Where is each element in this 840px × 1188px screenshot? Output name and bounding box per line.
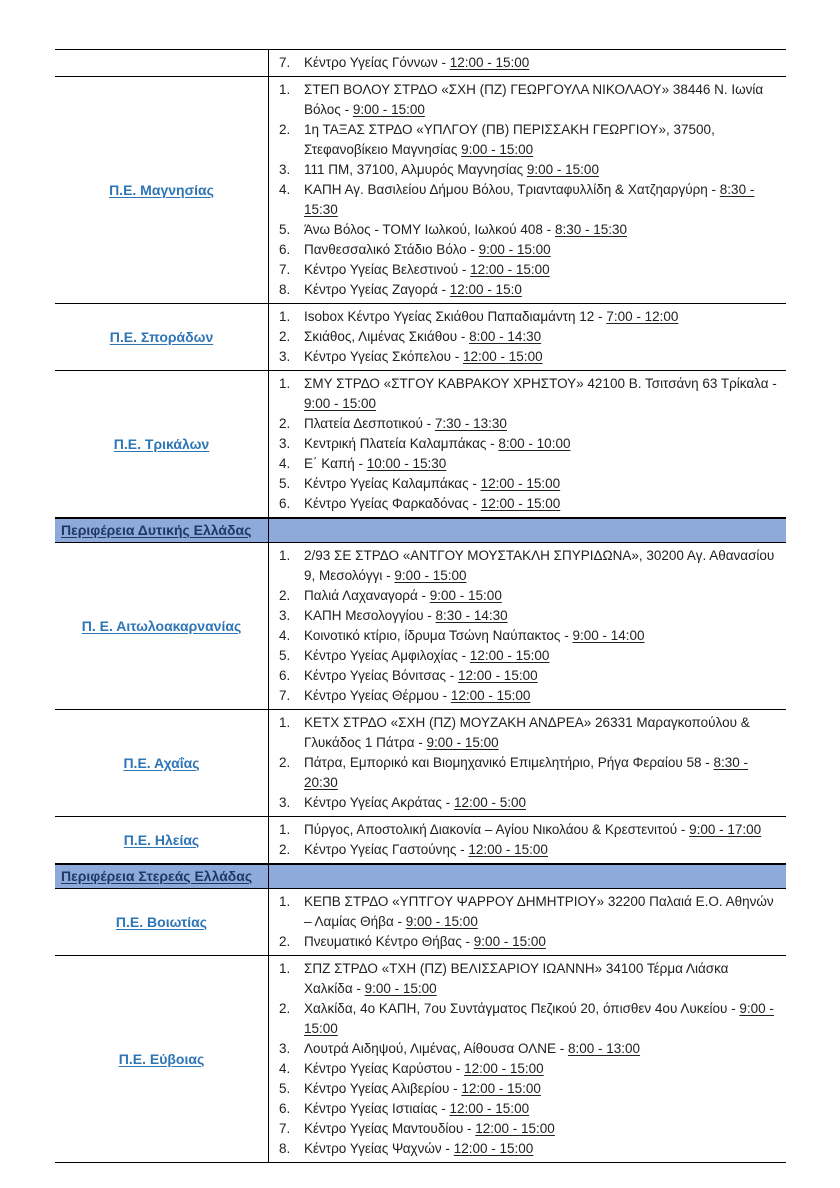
item-number: 1. bbox=[279, 309, 291, 324]
region-name-cell bbox=[55, 77, 269, 303]
item-number: 5. bbox=[279, 222, 291, 237]
region-row bbox=[55, 543, 786, 710]
region-link[interactable]: Π.Ε. Τρικάλων bbox=[113, 436, 210, 452]
location-item bbox=[279, 347, 778, 367]
item-number: 3. bbox=[279, 162, 291, 177]
location-item bbox=[279, 180, 778, 220]
item-number: 2. bbox=[279, 416, 291, 431]
item-number: 1. bbox=[279, 822, 291, 837]
item-number: 4. bbox=[279, 182, 291, 197]
item-number: 3. bbox=[279, 608, 291, 623]
opening-hours: 9:00 - 15:00 bbox=[478, 242, 551, 257]
location-text: Χαλκίδα, 4ο ΚΑΠΗ, 7ου Συντάγματος Πεζικού 20, όπισθεν 4ου Λυκείου - 9:00 - 15:00 bbox=[304, 1001, 774, 1036]
location-item bbox=[279, 307, 778, 327]
item-number: 4. bbox=[279, 1061, 291, 1076]
location-text: Κέντρο Υγείας Ψαχνών - 12:00 - 15:00 bbox=[304, 1141, 534, 1156]
location-item bbox=[279, 626, 778, 646]
location-item bbox=[279, 327, 778, 347]
item-number: 8. bbox=[279, 1141, 291, 1156]
location-text: ΚΕΠΒ ΣΤΡΔΟ «ΥΠΤΓΟΥ ΨΑΡΡΟΥ ΔΗΜΗΤΡΙΟΥ» 32200 Παλαιά Ε.Ο. Αθηνών – Λαμίας Θήβα - 9:00 - 15:00 bbox=[304, 894, 774, 929]
section-header-row bbox=[55, 518, 786, 543]
opening-hours: 9:00 - 15:00 bbox=[426, 735, 499, 750]
location-item bbox=[279, 494, 778, 514]
location-item bbox=[279, 1039, 778, 1059]
region-row bbox=[55, 304, 786, 371]
section-title-cell bbox=[55, 519, 269, 542]
item-number: 6. bbox=[279, 242, 291, 257]
item-number: 5. bbox=[279, 476, 291, 491]
location-item bbox=[279, 160, 778, 180]
region-name-cell bbox=[55, 956, 269, 1162]
opening-hours: 12:00 - 15:00 bbox=[468, 842, 548, 857]
region-name-cell bbox=[55, 889, 269, 955]
location-item bbox=[279, 999, 778, 1039]
section-fill-cell bbox=[269, 865, 786, 888]
region-row bbox=[55, 889, 786, 956]
location-text: Σκιάθος, Λιμένας Σκιάθου - 8:00 - 14:30 bbox=[304, 329, 542, 344]
location-item bbox=[279, 260, 778, 280]
location-text: Πύργος, Αποστολική Διακονία – Αγίου Νικολάου & Κρεστενιτού - 9:00 - 17:00 bbox=[304, 822, 762, 837]
location-text: Κέντρο Υγείας Καρύστου - 12:00 - 15:00 bbox=[304, 1061, 544, 1076]
item-number: 3. bbox=[279, 1041, 291, 1056]
locations-list-cell bbox=[269, 710, 786, 816]
opening-hours: 12:00 - 5:00 bbox=[453, 795, 526, 810]
location-item bbox=[279, 120, 778, 160]
location-text: 2/93 ΣΕ ΣΤΡΔΟ «ΑΝΤΓΟΥ ΜΟΥΣΤΑΚΛΗ ΣΠΥΡΙΔΩΝΑ», 30200 Αγ. Αθανασίου 9, Μεσολόγγι - 9:00 - 15:00 bbox=[304, 548, 775, 583]
location-text: 111 ΠΜ, 37100, Αλμυρός Μαγνησίας 9:00 - 15:00 bbox=[304, 162, 599, 177]
location-item bbox=[279, 753, 778, 793]
item-number: 8. bbox=[279, 282, 291, 297]
region-row bbox=[55, 710, 786, 817]
item-number: 1. bbox=[279, 961, 291, 976]
opening-hours: 7:00 - 12:00 bbox=[606, 309, 679, 324]
location-text: Κέντρο Υγείας Βελεστινού - 12:00 - 15:00 bbox=[304, 262, 550, 277]
opening-hours: 12:00 - 15:00 bbox=[480, 496, 561, 511]
opening-hours: 9:00 - 14:00 bbox=[572, 628, 645, 643]
location-item bbox=[279, 586, 778, 606]
opening-hours: 12:00 - 15:00 bbox=[461, 1081, 541, 1096]
location-item bbox=[279, 546, 778, 586]
item-number: 2. bbox=[279, 329, 291, 344]
opening-hours: 10:00 - 15:30 bbox=[366, 456, 447, 471]
opening-hours: 12:00 - 15:00 bbox=[475, 1121, 555, 1136]
region-row bbox=[55, 371, 786, 518]
locations-list-cell bbox=[269, 50, 786, 76]
vaccination-schedule-table bbox=[55, 49, 786, 1163]
location-item bbox=[279, 434, 778, 454]
location-text: Κέντρο Υγείας Ακράτας - 12:00 - 5:00 bbox=[304, 795, 526, 810]
location-item bbox=[279, 374, 778, 414]
location-item bbox=[279, 240, 778, 260]
opening-hours: 9:00 - 15:00 bbox=[429, 588, 502, 603]
region-link[interactable]: Π.Ε. Μαγνησίας bbox=[109, 182, 214, 198]
opening-hours: 9:00 - 17:00 bbox=[689, 822, 762, 837]
location-item bbox=[279, 1119, 778, 1139]
location-text: Κέντρο Υγείας Θέρμου - 12:00 - 15:00 bbox=[304, 688, 531, 703]
opening-hours: 12:00 - 15:00 bbox=[469, 648, 550, 663]
region-link[interactable]: Π.Ε. Ηλείας bbox=[123, 832, 200, 848]
location-item bbox=[279, 1139, 778, 1159]
region-name-cell bbox=[55, 371, 269, 517]
opening-hours: 9:00 - 15:00 bbox=[364, 981, 437, 996]
opening-hours: 9:00 - 15:00 bbox=[473, 934, 546, 949]
locations-list-cell bbox=[269, 889, 786, 955]
opening-hours: 12:00 - 15:00 bbox=[480, 476, 561, 491]
location-text: Κέντρο Υγείας Αλιβερίου - 12:00 - 15:00 bbox=[304, 1081, 541, 1096]
opening-hours: 12:00 - 15:00 bbox=[453, 1141, 534, 1156]
item-number: 1. bbox=[279, 376, 291, 391]
opening-hours: 9:00 - 15:00 bbox=[405, 914, 478, 929]
item-number: 6. bbox=[279, 1101, 291, 1116]
location-text: Παλιά Λαχαναγορά - 9:00 - 15:00 bbox=[304, 588, 502, 603]
location-item bbox=[279, 1059, 778, 1079]
region-link[interactable]: Π.Ε. Βοιωτίας bbox=[115, 914, 208, 930]
region-link[interactable]: Π.Ε. Αχαΐας bbox=[123, 755, 200, 771]
location-item bbox=[279, 474, 778, 494]
location-text: Κέντρο Υγείας Ιστιαίας - 12:00 - 15:00 bbox=[304, 1101, 530, 1116]
location-text: Isobox Κέντρο Υγείας Σκιάθου Παπαδιαμάντη 12 - 7:00 - 12:00 bbox=[304, 309, 679, 324]
opening-hours: 12:00 - 15:00 bbox=[449, 55, 530, 70]
region-name-cell bbox=[55, 304, 269, 370]
location-text: Λουτρά Αιδηψού, Λιμένας, Αίθουσα ΟΛΝΕ - 8:00 - 13:00 bbox=[304, 1041, 641, 1056]
opening-hours: 8:00 - 10:00 bbox=[498, 436, 571, 451]
region-name-cell bbox=[55, 543, 269, 709]
region-name-cell bbox=[55, 710, 269, 816]
location-item bbox=[279, 793, 778, 813]
region-name-cell bbox=[55, 50, 269, 76]
region-row bbox=[55, 956, 786, 1163]
locations-list-cell bbox=[269, 543, 786, 709]
location-text: ΣΤΕΠ ΒΟΛΟΥ ΣΤΡΔΟ «ΣΧΗ (ΠΖ) ΓΕΩΡΓΟΥΛΑ ΝΙΚΟΛΑΟΥ» 38446 Ν. Ιωνία Βόλος - 9:00 - 15:00 bbox=[304, 82, 764, 117]
location-item bbox=[279, 280, 778, 300]
location-text: Πάτρα, Εμπορικό και Βιομηχανικό Επιμελητήριο, Ρήγα Φεραίου 58 - 8:30 - 20:30 bbox=[304, 755, 749, 790]
location-item bbox=[279, 80, 778, 120]
item-number: 3. bbox=[279, 436, 291, 451]
item-number: 1. bbox=[279, 715, 291, 730]
region-row bbox=[55, 817, 786, 864]
location-item bbox=[279, 840, 778, 860]
location-text: Κέντρο Υγείας Σκόπελου - 12:00 - 15:00 bbox=[304, 349, 543, 364]
opening-hours: 8:00 - 14:30 bbox=[469, 329, 542, 344]
opening-hours: 12:00 - 15:00 bbox=[470, 262, 550, 277]
item-number: 6. bbox=[279, 668, 291, 683]
section-title-cell bbox=[55, 865, 269, 888]
location-text: Ε΄ Καπή - 10:00 - 15:30 bbox=[304, 456, 447, 471]
section-title-link[interactable]: Περιφέρεια Δυτικής Ελλάδας bbox=[61, 522, 252, 538]
opening-hours: 12:00 - 15:00 bbox=[458, 668, 538, 683]
region-row bbox=[55, 77, 786, 304]
location-item bbox=[279, 1079, 778, 1099]
item-number: 2. bbox=[279, 122, 291, 137]
opening-hours: 12:00 - 15:00 bbox=[449, 1101, 530, 1116]
location-text: Κέντρο Υγείας Γαστούνης - 12:00 - 15:00 bbox=[304, 842, 548, 857]
location-text: Πανθεσσαλικό Στάδιο Βόλο - 9:00 - 15:00 bbox=[304, 242, 551, 257]
item-number: 7. bbox=[279, 262, 291, 277]
location-text: 1η ΤΑΞΑΣ ΣΤΡΔΟ «ΥΠΛΓΟΥ (ΠΒ) ΠΕΡΙΣΣΑΚΗ ΓΕΩΡΓΙΟΥ», 37500, Στεφανοβίκειο Μαγνησίας 9:00 - 15:00 bbox=[304, 122, 715, 157]
region-link[interactable]: Π.Ε. Σποράδων bbox=[109, 329, 214, 345]
opening-hours: 9:00 - 15:00 bbox=[352, 102, 425, 117]
item-number: 3. bbox=[279, 795, 291, 810]
item-number: 2. bbox=[279, 755, 291, 770]
location-item bbox=[279, 454, 778, 474]
item-number: 5. bbox=[279, 648, 291, 663]
item-number: 2. bbox=[279, 842, 291, 857]
opening-hours: 9:00 - 15:00 bbox=[304, 396, 377, 411]
region-row bbox=[55, 50, 786, 77]
location-item bbox=[279, 820, 778, 840]
locations-list-cell bbox=[269, 371, 786, 517]
locations-list-cell bbox=[269, 77, 786, 303]
item-number: 4. bbox=[279, 628, 291, 643]
location-item bbox=[279, 686, 778, 706]
locations-list-cell bbox=[269, 304, 786, 370]
item-number: 6. bbox=[279, 496, 291, 511]
location-text: Κέντρο Υγείας Ζαγορά - 12:00 - 15:0 bbox=[304, 282, 522, 297]
opening-hours: 9:00 - 15:00 bbox=[461, 142, 534, 157]
location-text: Κεντρική Πλατεία Καλαμπάκας - 8:00 - 10:00 bbox=[304, 436, 571, 451]
location-text: ΣΜΥ ΣΤΡΔΟ «ΣΤΓΟΥ ΚΑΒΡΑΚΟΥ ΧΡΗΣΤΟΥ» 42100 Β. Τσιτσάνη 63 Τρίκαλα - 9:00 - 15:00 bbox=[304, 376, 777, 411]
opening-hours: 8:30 - 15:30 bbox=[304, 182, 755, 217]
location-text: ΚΑΠΗ Μεσολογγίου - 8:30 - 14:30 bbox=[304, 608, 508, 623]
location-item bbox=[279, 932, 778, 952]
location-item bbox=[279, 666, 778, 686]
item-number: 2. bbox=[279, 934, 291, 949]
item-number: 2. bbox=[279, 588, 291, 603]
opening-hours: 9:00 - 15:00 bbox=[394, 568, 467, 583]
item-number: 3. bbox=[279, 349, 291, 364]
opening-hours: 12:00 - 15:00 bbox=[463, 349, 543, 364]
locations-list-cell bbox=[269, 817, 786, 863]
section-title-link[interactable]: Περιφέρεια Στερεάς Ελλάδας bbox=[61, 868, 253, 884]
item-number: 1. bbox=[279, 82, 291, 97]
location-item bbox=[279, 414, 778, 434]
location-text: Άνω Βόλος - ΤΟΜΥ Ιωλκού, Ιωλκού 408 - 8:30 - 15:30 bbox=[304, 222, 627, 237]
opening-hours: 8:30 - 20:30 bbox=[304, 755, 749, 790]
location-text: Κέντρο Υγείας Μαντουδίου - 12:00 - 15:00 bbox=[304, 1121, 555, 1136]
item-number: 7. bbox=[279, 55, 291, 70]
location-text: Κέντρο Υγείας Βόνιτσας - 12:00 - 15:00 bbox=[304, 668, 538, 683]
location-item bbox=[279, 606, 778, 626]
location-text: ΚΑΠΗ Αγ. Βασιλείου Δήμου Βόλου, Τριανταφυλλίδη & Χατζηαργύρη - 8:30 - 15:30 bbox=[304, 182, 755, 217]
location-text: Κέντρο Υγείας Φαρκαδόνας - 12:00 - 15:00 bbox=[304, 496, 561, 511]
location-item bbox=[279, 1099, 778, 1119]
item-number: 4. bbox=[279, 456, 291, 471]
item-number: 1. bbox=[279, 894, 291, 909]
location-item bbox=[279, 892, 778, 932]
opening-hours: 8:30 - 15:30 bbox=[554, 222, 627, 237]
location-item bbox=[279, 713, 778, 753]
location-text: ΚΕΤΧ ΣΤΡΔΟ «ΣΧΗ (ΠΖ) ΜΟΥΖΑΚΗ ΑΝΔΡΕΑ» 26331 Μαραγκοπούλου & Γλυκάδος 1 Πάτρα - 9:00 - 15:00 bbox=[304, 715, 750, 750]
location-item bbox=[279, 53, 778, 73]
locations-list-cell bbox=[269, 956, 786, 1162]
location-text: Κέντρο Υγείας Αμφιλοχίας - 12:00 - 15:00 bbox=[304, 648, 550, 663]
opening-hours: 9:00 - 15:00 bbox=[526, 162, 599, 177]
opening-hours: 12:00 - 15:00 bbox=[450, 688, 531, 703]
location-text: Πνευματικό Κέντρο Θήβας - 9:00 - 15:00 bbox=[304, 934, 546, 949]
location-text: Κέντρο Υγείας Γόννων - 12:00 - 15:00 bbox=[304, 55, 530, 70]
section-fill-cell bbox=[269, 519, 786, 542]
item-number: 7. bbox=[279, 688, 291, 703]
location-item bbox=[279, 646, 778, 666]
location-item bbox=[279, 959, 778, 999]
region-link[interactable]: Π. Ε. Αιτωλοακαρνανίας bbox=[81, 618, 242, 634]
location-text: ΣΠΖ ΣΤΡΔΟ «ΤΧΗ (ΠΖ) ΒΕΛΙΣΣΑΡΙΟΥ ΙΩΑΝΝΗ» 34100 Τέρμα Λιάσκα Χαλκίδα - 9:00 - 15:00 bbox=[304, 961, 729, 996]
opening-hours: 7:30 - 13:30 bbox=[434, 416, 507, 431]
opening-hours: 12:00 - 15:00 bbox=[464, 1061, 544, 1076]
item-number: 1. bbox=[279, 548, 291, 563]
location-item bbox=[279, 220, 778, 240]
item-number: 7. bbox=[279, 1121, 291, 1136]
opening-hours: 9:00 - 15:00 bbox=[304, 1001, 774, 1036]
opening-hours: 8:30 - 14:30 bbox=[435, 608, 508, 623]
location-text: Πλατεία Δεσποτικού - 7:30 - 13:30 bbox=[304, 416, 507, 431]
section-header-row bbox=[55, 864, 786, 889]
item-number: 2. bbox=[279, 1001, 291, 1016]
opening-hours: 8:00 - 13:00 bbox=[567, 1041, 641, 1056]
region-link[interactable]: Π.Ε. Εύβοιας bbox=[118, 1051, 205, 1067]
region-name-cell bbox=[55, 817, 269, 863]
opening-hours: 12:00 - 15:0 bbox=[449, 282, 522, 297]
item-number: 5. bbox=[279, 1081, 291, 1096]
location-text: Κοινοτικό κτίριο, ίδρυμα Τσώνη Ναύπακτος - 9:00 - 14:00 bbox=[304, 628, 645, 643]
location-text: Κέντρο Υγείας Καλαμπάκας - 12:00 - 15:00 bbox=[304, 476, 561, 491]
